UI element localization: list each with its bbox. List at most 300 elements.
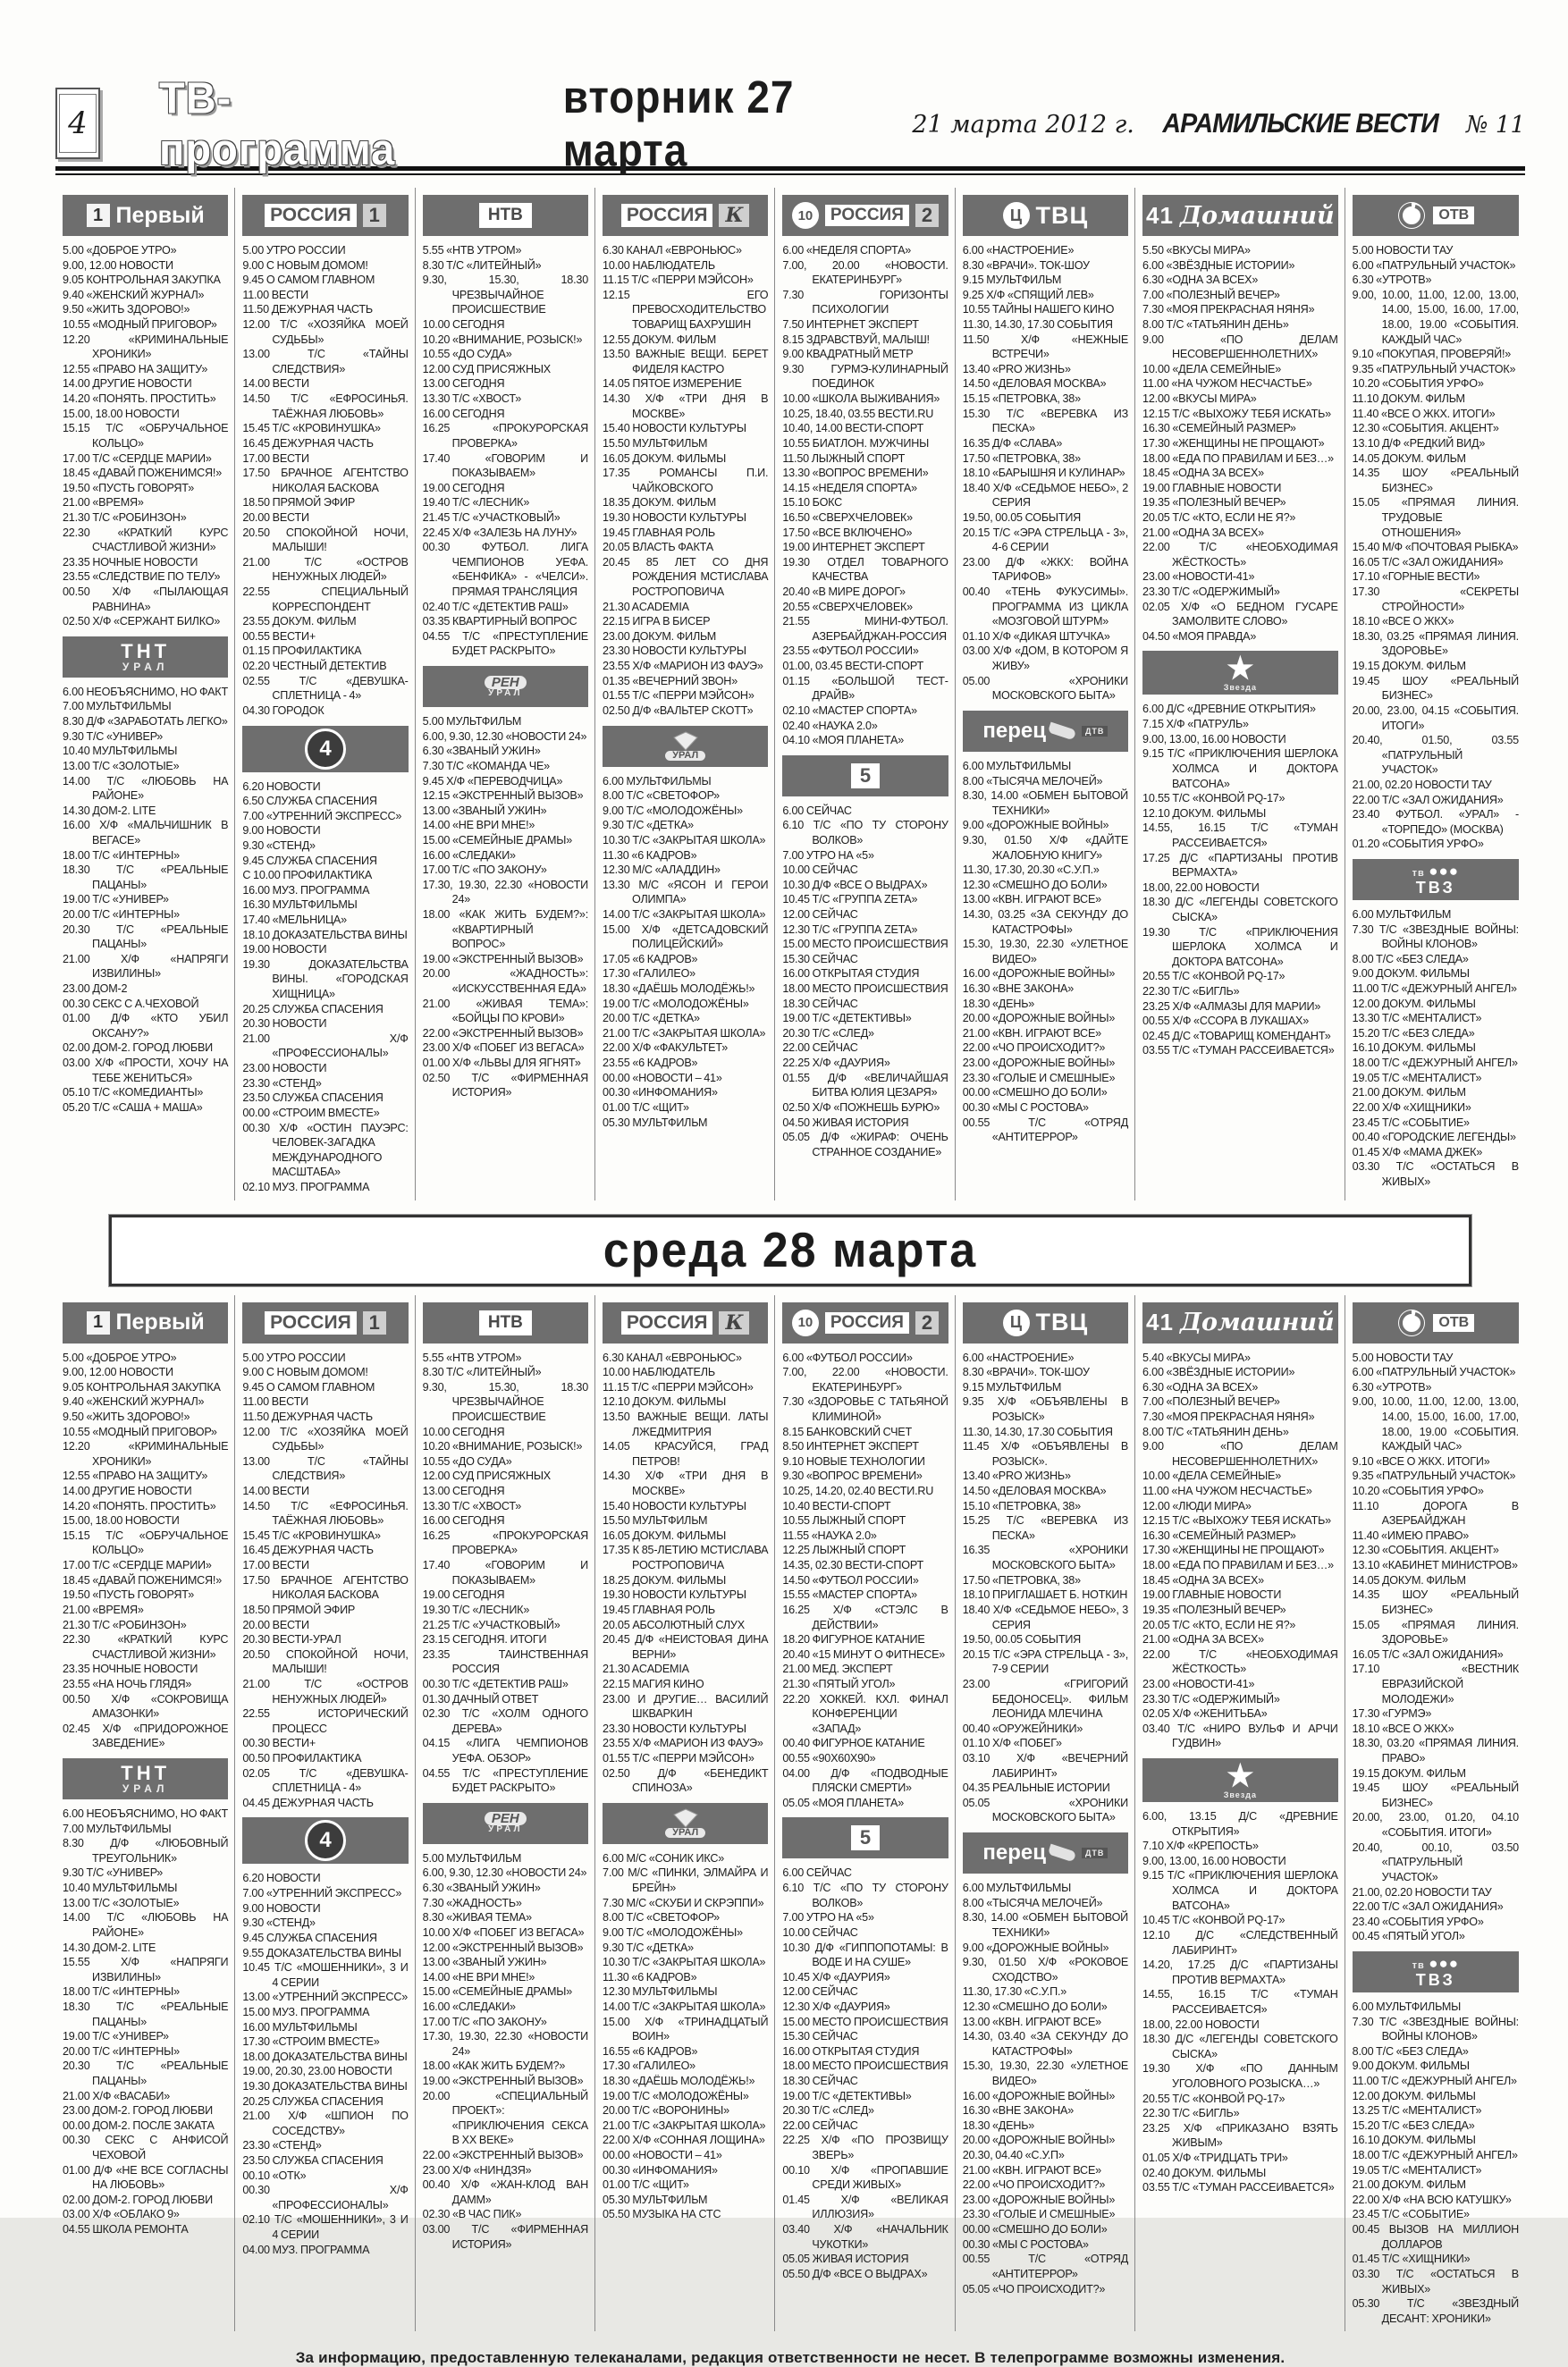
- pervyi-logo-icon: 1: [87, 204, 110, 227]
- ntv-logo-icon: НТВ: [479, 1310, 532, 1335]
- program-entry: 02.50 Т/С «ФИРМЕННАЯ ИСТОРИЯ»: [422, 1071, 589, 1099]
- program-entry: 7.30 «МОЯ ПРЕКРАСНАЯ НЯНЯ»: [1142, 303, 1315, 316]
- program-entry: 14.30 Х/Ф «ТРИ ДНЯ В МОСКВЕ»: [603, 1470, 769, 1498]
- program-entry: 9.00 С НОВЫМ ДОМОМ!: [242, 258, 368, 272]
- program-entry: 22.00 Т/С «НЕОБХОДИМАЯ ЖЁСТКОСТЬ»: [1142, 1647, 1338, 1676]
- program-entry: 16.05 Т/С «ЗАЛ ОЖИДАНИЯ»: [1352, 555, 1504, 569]
- program-entry: 10.45 Т/С «ГРУППА ZETA»: [782, 893, 918, 906]
- program-entry: 21.00 «ВРЕМЯ»: [63, 496, 144, 510]
- program-entry: 8.30 Т/С «ЛИТЕЙНЫЙ»: [422, 258, 542, 272]
- program-entry: 00.10 Х/Ф «ПРОПАВШИЕ СРЕДИ ЖИВЫХ»: [782, 2163, 948, 2192]
- program-entry: 9.35 «ПАТРУЛЬНЫЙ УЧАСТОК»: [1352, 362, 1516, 375]
- program-entry: 23.00 ДОМ-2. ГОРОД ЛЮБВИ: [63, 2104, 214, 2118]
- channel-column: [1345, 1295, 1525, 2332]
- program-entry: 05.05 «МОЯ ПЛАНЕТА»: [782, 1796, 905, 1809]
- program-entry: 6.30 «ЗВАНЫЙ УЖИН»: [422, 745, 541, 758]
- sts-crystal-icon: [674, 732, 697, 750]
- program-entry: 18.30 «ДАЁШЬ МОЛОДЁЖЬ!»: [603, 982, 755, 996]
- program-entry: 7.30 «ЖАДНОСТЬ»: [422, 1896, 522, 1909]
- channel-column: [416, 188, 595, 1200]
- program-entry: 7.30 «МОЯ ПРЕКРАСНАЯ НЯНЯ»: [1142, 1411, 1315, 1423]
- program-entry: 6.50 СЛУЖБА СПАСЕНИЯ: [242, 795, 377, 808]
- program-entry: 13.00 Т/С «ТАЙНЫ СЛЕДСТВИЯ»: [242, 348, 409, 375]
- program-entry: 14.00 Т/С «ЗАКРЫТАЯ ШКОЛА»: [603, 907, 766, 921]
- program-entry: 01.05 Х/Ф «ТРИДЦАТЬ ТРИ»: [1142, 2152, 1288, 2165]
- program-entry: 23.55 «ФУТБОЛ РОССИИ»: [782, 644, 919, 658]
- program-entry: 03.40 Т/С «НИРО ВУЛЬФ И АРЧИ ГУДВИН»: [1142, 1722, 1338, 1750]
- program-entry: 21.00 Т/С «ЗАКРЫТАЯ ШКОЛА»: [603, 2119, 766, 2132]
- program-entry: 11.00 «НА ЧУЖОМ НЕСЧАСТЬЕ»: [1142, 1485, 1312, 1498]
- program-entry: 23.45 Т/С «СОБЫТИЕ»: [1352, 2208, 1470, 2221]
- channel-column: [235, 188, 415, 1200]
- program-entry: 14.20 «ПОНЯТЬ. ПРОСТИТЬ»: [63, 1499, 216, 1512]
- program-entry: 12.00 Т/С «ХОЗЯЙКА МОЕЙ СУДЬБЫ»: [242, 1425, 409, 1453]
- program-entry: 16.00 ОТКРЫТАЯ СТУДИЯ: [782, 2044, 920, 2058]
- program-entry: 10.55 «ДО СУДА»: [422, 348, 512, 361]
- program-entry: 7.30 М/С «СКУБИ И СКРЭППИ»: [603, 1896, 764, 1909]
- program-entry: 17.25 Д/С «ПАРТИЗАНЫ ПРОТИВ ВЕРМАХТА»: [1142, 851, 1338, 880]
- page-header: [55, 71, 1525, 176]
- program-entry: 6.30 «УТРОТВ»: [1352, 1380, 1432, 1394]
- program-entry: 20.40 «В МИРЕ ДОРОГ»: [782, 585, 906, 599]
- program-entry: 18.00, 22.00 НОВОСТИ: [1142, 880, 1260, 894]
- program-entry: 20.00 Т/С «ИНТЕРНЫ»: [63, 907, 180, 921]
- program-entry: 15.05 «ПРЯМАЯ ЛИНИЯ. ТРУДОВЫЕ ОТНОШЕНИЯ»: [1352, 496, 1519, 539]
- program-entry: 13.50 ВАЖНЫЕ ВЕЩИ. ЛАТЫ ЛЖЕДМИТРИЯ: [603, 1411, 769, 1438]
- program-entry: 20.30 НОВОСТИ: [242, 1017, 327, 1031]
- program-entry: 18.00 Т/С «ИНТЕРНЫ»: [63, 1985, 180, 1999]
- program-entry: 19.45 ГЛАВНАЯ РОЛЬ: [603, 526, 716, 539]
- channel-name-label: ТВЗ: [1415, 1970, 1455, 1989]
- channel-column: [1135, 1295, 1345, 2332]
- program-entry: 18.20 ФИГУРНОЕ КАТАНИЕ: [782, 1633, 925, 1647]
- program-entry: 01.55 Т/С «ПЕРРИ МЭЙСОН»: [603, 689, 754, 703]
- program-entry: 5.00 УТРО РОССИИ: [242, 244, 346, 257]
- perec-logo-icon: перец: [982, 718, 1046, 743]
- program-entry: 04.55 Т/С «ПРЕСТУПЛЕНИЕ БУДЕТ РАСКРЫТО»: [422, 1766, 589, 1795]
- program-entry: 10.25, 18.40, 03.55 ВЕСТИ.RU: [782, 407, 934, 420]
- ren-region-label: УРАЛ: [488, 687, 523, 698]
- program-entry: 15.15 «ПЕТРОВКА, 38»: [962, 392, 1081, 406]
- program-entry: 18.30 СЕЙЧАС: [782, 997, 858, 1010]
- program-entry: 9.35 Х/Ф «ОБЪЯВЛЕНЫ В РОЗЫСК»: [962, 1395, 1129, 1423]
- program-entry: 10.00 НАБЛЮДАТЕЛЬ: [603, 258, 715, 272]
- program-entry: 11.15 Т/С «ПЕРРИ МЭЙСОН»: [603, 1380, 754, 1394]
- program-entry: 10.00 СЕЙЧАС: [782, 863, 858, 877]
- program-entry: 8.00 Т/С «БЕЗ СЛЕДА»: [1352, 952, 1469, 965]
- program-entry: 8.00 «ТЫСЯЧА МЕЛОЧЕЙ»: [962, 1896, 1103, 1909]
- program-entry: 19.00 ГЛАВНЫЕ НОВОСТИ: [1142, 1588, 1282, 1602]
- channel-column: [416, 1295, 595, 2332]
- program-entry: 23.00 Д/Ф «ЖКХ: ВОЙНА ТАРИФОВ»: [962, 555, 1129, 584]
- program-entry: 10.20 «ВНИМАНИЕ, РОЗЫСК!»: [422, 1440, 583, 1453]
- program-entry: 05.00 «ХРОНИКИ МОСКОВСКОГО БЫТА»: [962, 674, 1129, 703]
- domashniy-41-icon: 41: [1146, 201, 1174, 229]
- program-entry: 16.30 «ВНЕ ЗАКОНА»: [962, 982, 1074, 996]
- program-entry: 11.00 Т/С «ДЕЖУРНЫЙ АНГЕЛ»: [1352, 982, 1517, 996]
- program-entry: 5.50 «ВКУСЫ МИРА»: [1142, 244, 1251, 257]
- program-entry: 9.45 О САМОМ ГЛАВНОМ: [242, 274, 375, 287]
- program-entry: 14.00 «НЕ ВРИ МНЕ!»: [422, 819, 535, 832]
- program-entry: 22.00 Х/Ф «ФАКУЛЬТЕТ»: [603, 1041, 729, 1055]
- program-entry: 10.00 СЕГОДНЯ: [422, 318, 505, 332]
- program-entry: 12.15 Т/С «ВЫХОЖУ ТЕБЯ ИСКАТЬ»: [1142, 407, 1331, 420]
- channel-number: 1: [363, 1311, 386, 1335]
- program-entry: 12.00 СУД ПРИСЯЖНЫХ: [422, 1470, 551, 1483]
- program-entry: 9.50 «ЖИТЬ ЗДОРОВО!»: [63, 1411, 190, 1423]
- program-entry: 20.40 «15 МИНУТ О ФИТНЕСЕ»: [782, 1647, 946, 1661]
- program-entry: 11.10 ДОРОГА В АЗЕРБАЙДЖАН: [1352, 1499, 1519, 1528]
- program-entry: 18.30 СЕЙЧАС: [782, 2074, 858, 2087]
- program-entry: 00.40 Х/Ф «ЖАН-КЛОД ВАН ДАММ»: [422, 2178, 589, 2206]
- program-entry: 23.50 СЛУЖБА СПАСЕНИЯ: [242, 1091, 384, 1105]
- program-entry: 8.00 Т/С «ТАТЬЯНИН ДЕНЬ»: [1142, 1425, 1289, 1438]
- program-entry: 22.00 «ЭКСТРЕННЫЙ ВЫЗОВ»: [422, 2149, 584, 2162]
- program-entry: 21.00 Х/Ф «ШПИОН ПО СОСЕДСТВУ»: [242, 2110, 409, 2137]
- program-entry: 9.00 НОВОСТИ: [242, 824, 321, 838]
- program-entry: 11.00 ВЕСТИ: [242, 1395, 308, 1409]
- channel-header-ren: [423, 1803, 588, 1844]
- program-entry: 10.55 ЛЫЖНЫЙ СПОРТ: [782, 1514, 906, 1528]
- program-entry: 20.00 «ЖАДНОСТЬ»: «ИСКУССТВЕННАЯ ЕДА»: [422, 967, 589, 996]
- program-entry: 19.00 Т/С «УНИВЕР»: [63, 893, 169, 906]
- program-entry: 9.30, 15.30, 18.30 ЧРЕЗВЫЧАЙНОЕ ПРОИСШЕСТВИЕ: [422, 274, 589, 316]
- program-entry: 23.00 ДОКУМ. ФИЛЬМ: [603, 629, 717, 643]
- program-entry: 15.15 Т/С «ОБРУЧАЛЬНОЕ КОЛЬЦО»: [63, 422, 229, 450]
- program-entry: 18.00 ДОКАЗАТЕЛЬСТВА ВИНЫ: [242, 2050, 408, 2063]
- program-entry: 19.00 НОВОСТИ: [242, 943, 327, 956]
- program-entry: 9.00 «ДОРОЖНЫЕ ВОЙНЫ»: [962, 1941, 1109, 1954]
- channel-header-tv3: [1353, 859, 1519, 900]
- program-entry: 12.30 М/С «АЛАДДИН»: [603, 863, 721, 877]
- program-entry: 13.25 Т/С «МЕНТАЛИСТ»: [1352, 2104, 1482, 2118]
- program-entry: 19.35 «ПОЛЕЗНЫЙ ВЕЧЕР»: [1142, 496, 1286, 510]
- program-entry: 11.50 ДЕЖУРНАЯ ЧАСТЬ: [242, 303, 373, 316]
- program-entry: 8.30 «ВРАЧИ». ТОК-ШОУ: [962, 258, 1090, 272]
- program-entry: 23.40 ФУТБОЛ. «УРАЛ» - «ТОРПЕДО» (МОСКВА): [1352, 808, 1519, 836]
- tvc-logo-icon: Ц: [1003, 1310, 1030, 1336]
- program-entry: 20.00, 23.00, 04.15 «СОБЫТИЯ. ИТОГИ»: [1352, 703, 1519, 732]
- sts-region-label: УРАЛ: [665, 1828, 705, 1838]
- program-entry: 20.15 Т/С «ЭРА СТРЕЛЬЦА - 3», 4-6 СЕРИИ: [962, 526, 1129, 554]
- program-entry: 20.50 СПОКОЙНОЙ НОЧИ, МАЛЫШИ!: [242, 1647, 409, 1676]
- program-entry: 18.10 ДОКАЗАТЕЛЬСТВА ВИНЫ: [242, 928, 408, 941]
- program-entry: 9.45 Х/Ф «ПЕРЕВОДЧИЦА»: [422, 774, 563, 788]
- program-entry: 17.05 «6 КАДРОВ»: [603, 952, 698, 965]
- program-entry: 19.30 ДОКАЗАТЕЛЬСТВА ВИНЫ. «ГОРОДСКАЯ ХИЩНИЦА»: [242, 957, 409, 1001]
- program-entry: 14.00 Т/С «ЛЮБОВЬ НА РАЙОНЕ»: [63, 1911, 229, 1939]
- program-entry: 17.50 БРАЧНОЕ АГЕНТСТВО НИКОЛАЯ БАСКОВА: [242, 467, 409, 494]
- program-entry: 00.45 ВЫЗОВ НА МИЛЛИОН ДОЛЛАРОВ: [1352, 2223, 1519, 2251]
- program-entry: 9.00 КВАДРАТНЫЙ МЕТР: [782, 348, 914, 361]
- program-entry: 19.40 Т/С «ЛЕСНИК»: [422, 496, 530, 510]
- program-entry: 00.30 «ИНФОМАНИЯ»: [603, 2163, 718, 2177]
- channel-header-kanal4: [242, 726, 408, 772]
- program-entry: 12.00 СУД ПРИСЯЖНЫХ: [422, 362, 551, 375]
- program-entry: 10.30 Т/С «ЗАКРЫТАЯ ШКОЛА»: [603, 1956, 766, 1969]
- program-entry: 01.00 Д/Ф «НЕ ВСЕ СОГЛАСНЫ НА ЛЮБОВЬ»: [63, 2163, 229, 2192]
- program-entry: 9.00 ДОКУМ. ФИЛЬМЫ: [1352, 967, 1470, 981]
- program-entry: 22.30 «КРАТКИЙ КУРС СЧАСТЛИВОЙ ЖИЗНИ»: [63, 1633, 229, 1661]
- program-entry: 7.00, 20.00 «НОВОСТИ. ЕКАТЕРИНБУРГ»: [782, 258, 948, 287]
- program-entry: 19.00, 20.30, 23.00 НОВОСТИ: [242, 2065, 392, 2078]
- program-entry: 5.00 НОВОСТИ ТАУ: [1352, 244, 1454, 257]
- program-entry: 02.50 Д/Ф «БЕНЕДИКТ СПИНОЗА»: [603, 1766, 769, 1795]
- program-entry: 12.00 ДОКУМ. ФИЛЬМЫ: [1352, 2089, 1476, 2102]
- program-entry: 6.00 «ПАТРУЛЬНЫЙ УЧАСТОК»: [1352, 1366, 1516, 1379]
- program-entry: 19.50 «ПУСТЬ ГОВОРЯТ»: [63, 481, 195, 494]
- program-entry: 17.40 «ГОВОРИМ И ПОКАЗЫВАЕМ»: [422, 451, 589, 480]
- program-entry: 9.00 С НОВЫМ ДОМОМ!: [242, 1366, 368, 1379]
- program-entry: 13.30 М/С «ЯСОН И ГЕРОИ ОЛИМПА»: [603, 878, 769, 906]
- program-entry: 7.00 «ПОЛЕЗНЫЙ ВЕЧЕР»: [1142, 1395, 1280, 1409]
- channel-column: [595, 188, 775, 1200]
- program-entry: 21.00 «КВН. ИГРАЮТ ВСЕ»: [962, 1026, 1101, 1040]
- program-entry: 23.00 «НОВОСТИ-41»: [1142, 1677, 1255, 1690]
- program-entry: 12.10 Д/С «СЛЕДСТВЕННЫЙ ЛАБИРИНТ»: [1142, 1928, 1338, 1957]
- program-entry: 15.40 М/Ф «ПОЧТОВАЯ РЫБКА»: [1352, 541, 1519, 554]
- program-entry: 6.00 «ПАТРУЛЬНЫЙ УЧАСТОК»: [1352, 258, 1516, 272]
- program-entry: 11.55 «НАУКА 2.0»: [782, 1529, 877, 1542]
- program-entry: 18.30 Д/С «ЛЕГЕНДЫ СОВЕТСКОГО СЫСКА»: [1142, 896, 1338, 923]
- program-entry: 20.15 Т/С «ЭРА СТРЕЛЬЦА - 3», 7-9 СЕРИИ: [962, 1647, 1129, 1676]
- program-entry: 14.05 ДОКУМ. ФИЛЬМ: [1352, 1573, 1466, 1587]
- program-entry: 7.00 М/С «ПИНКИ, ЭЛМАЙРА И БРЕЙН»: [603, 1866, 769, 1895]
- program-entry: 6.30 «ОДНА ЗА ВСЕХ»: [1142, 1380, 1259, 1394]
- program-entry: 22.15 ИГРА В БИСЕР: [603, 615, 711, 628]
- program-entry: 19.00 ИНТЕРНЕТ ЭКСПЕРТ: [782, 541, 925, 554]
- channel-header-kanal4: [242, 1817, 408, 1864]
- program-entry: 17.00 Т/С «ПО ЗАКОНУ»: [422, 863, 547, 877]
- program-entry: 17.30 «ГАЛИЛЕО»: [603, 2060, 695, 2073]
- rossiya-logo-icon: РОССИЯ: [825, 205, 909, 226]
- program-entry: 00.00 «СМЕШНО ДО БОЛИ»: [962, 1086, 1108, 1099]
- program-entry: 6.30 КАНАЛ «ЕВРОНЬЮС»: [603, 1351, 742, 1364]
- program-entry: 00.30 Х/Ф «ОСТИН ПАУЭРС: ЧЕЛОВЕК-ЗАГАДКА МЕЖДУНАРОДНОГО МАСШТАБА»: [242, 1121, 409, 1179]
- program-entry: 21.30 «ПЯТЫЙ УГОЛ»: [782, 1677, 896, 1690]
- program-entry: 6.00 МУЛЬТФИЛЬМЫ: [603, 774, 712, 788]
- program-entry: 11.40 «ИМЕЮ ПРАВО»: [1352, 1529, 1470, 1542]
- program-entry: 04.10 «МОЯ ПЛАНЕТА»: [782, 734, 905, 747]
- program-entry: 18.30 «ДЕНЬ»: [962, 2119, 1035, 2132]
- program-entry: 14.05 КРАСУЙСЯ, ГРАД ПЕТРОВ!: [603, 1440, 769, 1468]
- program-entry: 11.15 Т/С «ПЕРРИ МЭЙСОН»: [603, 274, 754, 287]
- program-entry: 18.35 ДОКУМ. ФИЛЬМ: [603, 496, 717, 510]
- program-entry: 12.30 Х/Ф «ДАУРИЯ»: [782, 2000, 890, 2013]
- channel-header-otv: [1353, 195, 1519, 236]
- program-entry: 7.30 Т/С «ЗВЕЗДНЫЕ ВОЙНЫ: ВОЙНЫ КЛОНОВ»: [1352, 2015, 1519, 2043]
- program-entry: 19.15 ДОКУМ. ФИЛЬМ: [1352, 660, 1466, 673]
- program-entry: 20.30 Т/С «РЕАЛЬНЫЕ ПАЦАНЫ»: [63, 922, 229, 951]
- tv-grid-wednesday: [55, 1295, 1525, 2332]
- program-entry: 05.20 Т/С «САША + МАША»: [63, 1100, 203, 1114]
- program-entry: 20.30, 04.40 «С.У.П»: [962, 2149, 1065, 2162]
- program-entry: 9.50 «ЖИТЬ ЗДОРОВО!»: [63, 303, 190, 316]
- program-entry: 15.40 НОВОСТИ КУЛЬТУРЫ: [603, 1499, 746, 1512]
- tnt-logo-icon: ТНТ: [121, 1762, 171, 1785]
- program-entry: 20.55 «СВЕРХЧЕЛОВЕК»: [782, 600, 913, 613]
- program-entry: 10.30 Д/Ф «ВСЕ О ВЫДРАХ»: [782, 878, 928, 891]
- program-entry: 10.45 Т/С «МОШЕННИКИ», 3 И 4 СЕРИИ: [242, 1961, 409, 1989]
- program-entry: 01.10 Х/Ф «ПОБЕГ»: [962, 1737, 1062, 1750]
- program-entry: 18.00 Т/С «ИНТЕРНЫ»: [63, 848, 180, 862]
- program-entry: 5.00 МУЛЬТФИЛЬМ: [422, 1851, 522, 1865]
- program-entry: 01.20 «СОБЫТИЯ УРФО»: [1352, 838, 1484, 851]
- program-entry: 12.10 ДОКУМ. ФИЛЬМЫ: [603, 1395, 727, 1409]
- program-entry: 7.00 УТРО НА «5»: [782, 1911, 874, 1925]
- chili-pepper-icon: [1048, 1844, 1076, 1863]
- channel-10-logo-icon: 10: [792, 202, 819, 229]
- program-entry: 10.55 «МОДНЫЙ ПРИГОВОР»: [63, 1425, 217, 1438]
- program-entry: 21.00 Т/С «ЗАКРЫТАЯ ШКОЛА»: [603, 1026, 766, 1040]
- channel-header-ntv: [423, 195, 588, 236]
- program-entry: 20.30 Т/С «РЕАЛЬНЫЕ ПАЦАНЫ»: [63, 2060, 229, 2087]
- program-entry: 9.45 О САМОМ ГЛАВНОМ: [242, 1380, 375, 1394]
- program-entry: 8.15 ЗДРАВСТВУЙ, МАЛЫШ!: [782, 333, 930, 346]
- program-entry: 17.30, 19.30, 22.30 «НОВОСТИ 24»: [422, 878, 589, 906]
- program-entry: 01.30 ДАЧНЫЙ ОТВЕТ: [422, 1692, 539, 1706]
- program-entry: 04.45 ДЕЖУРНАЯ ЧАСТЬ: [242, 1796, 374, 1809]
- channel-header-rossiya2: [782, 1302, 948, 1344]
- program-entry: 13.00 Т/С «ТАЙНЫ СЛЕДСТВИЯ»: [242, 1454, 409, 1483]
- program-entry: 18.00 «ЕДА ПО ПРАВИЛАМ И БЕЗ…»: [1142, 451, 1334, 465]
- program-entry: 17.30 «ЖЕНЩИНЫ НЕ ПРОЩАЮТ»: [1142, 1544, 1325, 1557]
- program-entry: 20.05 АБСОЛЮТНЫЙ СЛУХ: [603, 1618, 745, 1631]
- program-entry: 14.35, 02.30 ВЕСТИ-СПОРТ: [782, 1559, 923, 1572]
- program-entry: 16.30 «ВНЕ ЗАКОНА»: [962, 2104, 1074, 2118]
- program-entry: 9.00 НОВОСТИ: [242, 1901, 321, 1915]
- program-entry: 9.30, 01.50 Х/Ф «РОКОВОЕ СХОДСТВО»: [962, 1956, 1129, 1984]
- program-entry: 18.30 «ДЕНЬ»: [962, 997, 1035, 1010]
- channel-column: [956, 188, 1135, 1200]
- disclaimer: За информацию, предоставленную телеканалами, редакция ответственности не несет. В телепрограмме возможны изменения.: [295, 2349, 1286, 2367]
- program-entry: 7.00, 22.00 «НОВОСТИ. ЕКАТЕРИНБУРГ»: [782, 1366, 948, 1394]
- program-entry: 11.30, 14.30, 17.30 СОБЫТИЯ: [962, 1425, 1113, 1438]
- program-entry: 05.05 Д/Ф «ЖИРАФ: ОЧЕНЬ СТРАННОЕ СОЗДАНИЕ»: [782, 1131, 948, 1158]
- program-entry: 03.00 Х/Ф «ОБЛАКО 9»: [63, 2208, 180, 2221]
- pervyi-logo-icon: 1: [87, 1311, 110, 1335]
- program-entry: 7.00 «УТРЕННИЙ ЭКСПРЕСС»: [242, 809, 402, 822]
- program-entry: 12.15 ЕГО ПРЕВОСХОДИТЕЛЬСТВО ТОВАРИЩ БАХРУШИН: [603, 288, 769, 332]
- program-entry: 10.40 МУЛЬТФИЛЬМЫ: [63, 1882, 178, 1895]
- program-entry: 6.00 МУЛЬТФИЛЬМЫ: [1352, 2000, 1462, 2013]
- program-entry: 23.00 НОВОСТИ: [242, 1062, 327, 1075]
- program-entry: 19.15 ДОКУМ. ФИЛЬМ: [1352, 1766, 1466, 1780]
- program-entry: 12.00 СЕЙЧАС: [782, 1985, 858, 1999]
- program-entry: 20.00 Т/С «ДЕТКА»: [603, 1012, 700, 1025]
- program-entry: 03.00 Т/С «ФИРМЕННАЯ ИСТОРИЯ»: [422, 2223, 589, 2251]
- program-entry: 00.30 Т/С «ДЕТЕКТИВ РАШ»: [422, 1677, 569, 1690]
- program-entry: 15.45 Т/С «КРОВИНУШКА»: [242, 1529, 381, 1542]
- program-entry: 22.00 «ЧО ПРОИСХОДИТ?»: [962, 1041, 1106, 1055]
- program-entry: 16.35 «ХРОНИКИ МОСКОВСКОГО БЫТА»: [962, 1544, 1129, 1572]
- program-entry: 11.00 ВЕСТИ: [242, 288, 308, 301]
- program-entry: 12.00 СЕЙЧАС: [782, 907, 858, 921]
- program-entry: 7.00 МУЛЬТФИЛЬМЫ: [63, 1822, 172, 1835]
- program-entry: 11.50 ЛЫЖНЫЙ СПОРТ: [782, 451, 906, 465]
- dtv-label: ДТВ: [1082, 1848, 1108, 1858]
- program-entry: 00.50 ПРОФИЛАКТИКА: [242, 1752, 362, 1765]
- channel-column: [55, 188, 235, 1200]
- program-entry: 15.20 Т/С «БЕЗ СЛЕДА»: [1352, 1026, 1475, 1040]
- program-entry: 16.10 ДОКУМ. ФИЛЬМЫ: [1352, 2134, 1476, 2147]
- program-entry: 21.00 МЕД. ЭКСПЕРТ: [782, 1663, 893, 1676]
- program-entry: 7.00 МУЛЬТФИЛЬМЫ: [63, 700, 172, 713]
- program-entry: 14.00 ДРУГИЕ НОВОСТИ: [63, 377, 192, 391]
- program-entry: 9.10 «ПОКУПАЯ, ПРОВЕРЯЙ!»: [1352, 348, 1512, 361]
- program-entry: 23.00 Х/Ф «ПОБЕГ ИЗ ВЕГАСА»: [422, 1041, 585, 1055]
- program-entry: 00.40 «ГОРОДСКИЕ ЛЕГЕНДЫ»: [1352, 1131, 1516, 1144]
- program-entry: 6.10 Т/С «ПО ТУ СТОРОНУ ВОЛКОВ»: [782, 1882, 948, 1909]
- program-entry: 9.10 НОВЫЕ ТЕХНОЛОГИИ: [782, 1454, 925, 1468]
- program-entry: 6.10 Т/С «ПО ТУ СТОРОНУ ВОЛКОВ»: [782, 819, 948, 847]
- program-entry: 17.10 «ВЕСТНИК ЕВРАЗИЙСКОЙ МОЛОДЕЖИ»: [1352, 1663, 1519, 1706]
- day-title-tuesday: вторник 27 марта: [562, 71, 795, 176]
- program-entry: 9.00, 10.00, 11.00, 12.00, 13.00, 14.00, 15.00, 16.00, 17.00, 18.00, 19.00 «СОБЫТИЯ. КАЖДЫЙ ЧАС»: [1352, 288, 1519, 346]
- program-entry: 23.00 «ДОРОЖНЫЕ ВОЙНЫ»: [962, 2193, 1116, 2206]
- program-entry: 21.30 Т/С «РОБИНЗОН»: [63, 1618, 187, 1631]
- program-entry: 04.15 «ЛИГА ЧЕМПИОНОВ УЕФА. ОБЗОР»: [422, 1737, 589, 1765]
- program-entry: 23.30 Т/С «ОДЕРЖИМЫЙ»: [1142, 1692, 1280, 1706]
- header-right: [912, 107, 1525, 139]
- program-entry: 23.30 «СТЕНД»: [242, 1076, 322, 1090]
- channel-header-rossiyak: [603, 1302, 768, 1344]
- program-entry: 22.30 «КРАТКИЙ КУРС СЧАСТЛИВОЙ ЖИЗНИ»: [63, 526, 229, 554]
- program-entry: 6.30 «ОДНА ЗА ВСЕХ»: [1142, 274, 1259, 287]
- program-entry: 9.00 «ДОРОЖНЫЕ ВОЙНЫ»: [962, 819, 1109, 832]
- program-entry: 20.50 СПОКОЙНОЙ НОЧИ, МАЛЫШИ!: [242, 526, 409, 554]
- program-entry: 05.05 «ЧО ПРОИСХОДИТ?»: [962, 2282, 1106, 2295]
- program-entry: 14.50 Т/С «ЕФРОСИНЬЯ. ТАЁЖНАЯ ЛЮБОВЬ»: [242, 1499, 409, 1528]
- program-entry: 17.40 «МЕЛЬНИЦА»: [242, 913, 347, 926]
- program-entry: 7.00 УТРО НА «5»: [782, 848, 874, 862]
- channel-header-stsural: [603, 726, 768, 767]
- program-entry: 21.00 ДОКУМ. ФИЛЬМ: [1352, 1086, 1466, 1099]
- program-entry: 00.30 «МЫ С РОСТОВА»: [962, 2237, 1089, 2251]
- program-entry: 02.10 Т/С «МОШЕННИКИ», 3 И 4 СЕРИИ: [242, 2213, 409, 2242]
- program-entry: 5.00 «ДОБРОЕ УТРО»: [63, 244, 177, 257]
- program-entry: 15.30 СЕЙЧАС: [782, 2030, 858, 2043]
- program-entry: 10.55 «ДО СУДА»: [422, 1454, 512, 1468]
- program-entry: 23.00 Х/Ф «НИНДЗЯ»: [422, 2163, 532, 2177]
- program-entry: 19.50 «ПУСТЬ ГОВОРЯТ»: [63, 1588, 195, 1602]
- program-entry: 18.10 «ВСЕ О ЖКХ»: [1352, 1722, 1454, 1735]
- program-entry: 00.55 Х/Ф «ССОРА В ЛУКАШАХ»: [1142, 1015, 1310, 1028]
- program-entry: 04.00 Д/Ф «ПОДВОДНЫЕ ПЛЯСКИ СМЕРТИ»: [782, 1766, 948, 1795]
- program-entry: 13.30 Т/С «ХВОСТ»: [422, 392, 522, 406]
- program-entry: 9.00 «ПО ДЕЛАМ НЕСОВЕРШЕННОЛЕТНИХ»: [1142, 1440, 1338, 1468]
- program-entry: 10.20 «СОБЫТИЯ УРФО»: [1352, 377, 1484, 391]
- program-entry: 21.45 Т/С «УЧАСТКОВЫЙ»: [422, 510, 561, 524]
- program-entry: 9.40 «ЖЕНСКИЙ ЖУРНАЛ»: [63, 288, 205, 301]
- program-entry: 9.30 «СТЕНД»: [242, 838, 316, 852]
- program-entry: 20.00 «ДОРОЖНЫЕ ВОЙНЫ»: [962, 1012, 1116, 1025]
- program-entry: 02.30 Т/С «ХОЛМ ОДНОГО ДЕРЕВА»: [422, 1707, 589, 1735]
- program-entry: 00.30 Х/Ф «ПРОФЕССИОНАЛЫ»: [242, 2184, 409, 2211]
- program-entry: 8.00 «ТЫСЯЧА МЕЛОЧЕЙ»: [962, 774, 1103, 788]
- program-entry: 00.30 СЕКС С А.ЧЕХОВОЙ: [63, 997, 199, 1010]
- channel-column: [775, 188, 955, 1200]
- channel-header-perec: [963, 711, 1128, 752]
- program-entry: 17.30 «ГАЛИЛЕО»: [603, 967, 695, 981]
- program-entry: 18.00 «КАК ЖИТЬ БУДЕМ?»: [422, 2060, 566, 2073]
- channel-header-rossiyak: [603, 195, 768, 236]
- program-entry: 00.40 ФИГУРНОЕ КАТАНИЕ: [782, 1737, 925, 1750]
- program-entry: 20.05 ВЛАСТЬ ФАКТА: [603, 541, 713, 554]
- program-entry: 6.00 МУЛЬТФИЛЬМ: [1352, 907, 1452, 921]
- program-entry: 15.55 Х/Ф «НАПРЯГИ ИЗВИЛИНЫ»: [63, 1956, 229, 1984]
- program-entry: 17.00 ВЕСТИ: [242, 451, 309, 465]
